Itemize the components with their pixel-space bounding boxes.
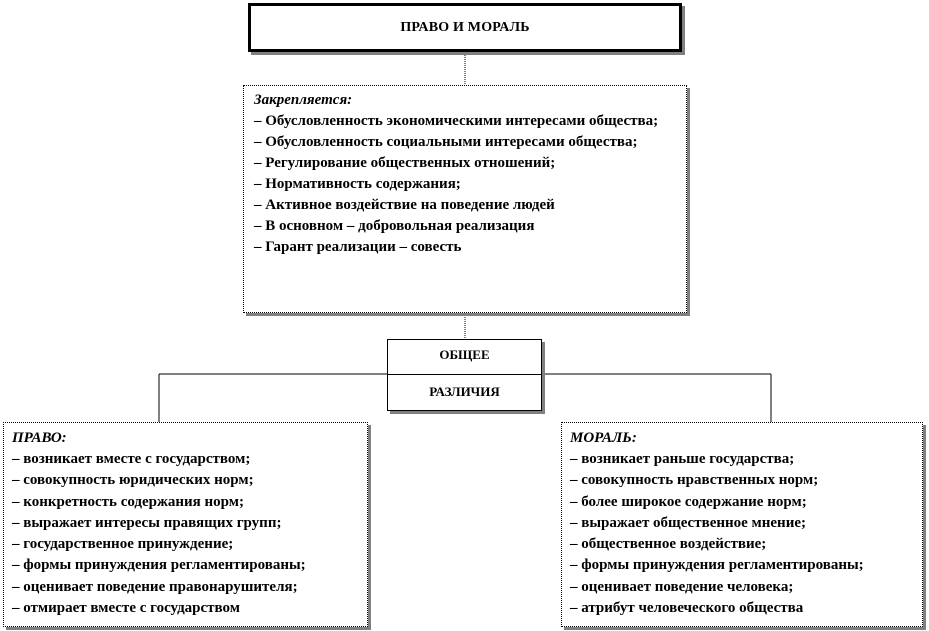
list-item: – Активное воздействие на поведение людей [254, 197, 555, 213]
list-item: – выражает общественное мнение; [570, 514, 806, 531]
list-item: – выражает интересы правящих групп; [12, 514, 282, 531]
list-item: – более широкое содержание норм; [570, 493, 807, 510]
morality-box [561, 422, 923, 627]
common-label: ОБЩЕЕ [439, 347, 490, 362]
list-item: – возникает вместе с государством; [12, 451, 251, 467]
title-text: ПРАВО И МОРАЛЬ [400, 19, 530, 35]
title-box [248, 3, 682, 52]
morality-list [570, 449, 914, 619]
list-item: – Обусловленность социальными интересами общества; [254, 134, 638, 150]
list-item: – отмирает вместе с государством [12, 600, 240, 617]
fixed-list [254, 111, 676, 258]
list-item: – Нормативность содержания; [254, 176, 461, 192]
list-item: – В основном – добровольная реализация [254, 218, 535, 234]
divider [388, 374, 541, 375]
list-item: – Регулирование общественных отношений; [254, 155, 556, 171]
law-box [3, 422, 368, 627]
morality-heading: МОРАЛЬ: [570, 430, 637, 446]
fixed-box [243, 85, 687, 313]
differences-label: РАЗЛИЧИЯ [429, 384, 500, 399]
list-item: – формы принуждения регламентированы; [12, 557, 306, 574]
list-item: – государственное принуждение; [12, 536, 234, 553]
list-item: – оценивает поведение человека; [570, 578, 794, 595]
list-item: – формы принуждения регламентированы; [570, 557, 864, 574]
list-item: – общественное воздействие; [570, 536, 767, 553]
list-item: – Гарант реализации – совесть [254, 239, 462, 255]
list-item: – оценивает поведение правонарушителя; [12, 578, 298, 595]
list-item: – конкретность содержания норм; [12, 493, 245, 510]
list-item: – совокупность юридических норм; [12, 472, 254, 489]
law-heading: ПРАВО: [12, 430, 67, 446]
list-item: – атрибут человеческого общества [570, 600, 804, 617]
law-list [12, 449, 359, 619]
common-differences-box [387, 339, 542, 411]
list-item: – возникает раньше государства; [570, 451, 795, 467]
list-item: – Обусловленность экономическими интересами общества; [254, 113, 659, 129]
fixed-heading: Закрепляется: [254, 92, 353, 108]
list-item: – совокупность нравственных норм; [570, 472, 819, 489]
